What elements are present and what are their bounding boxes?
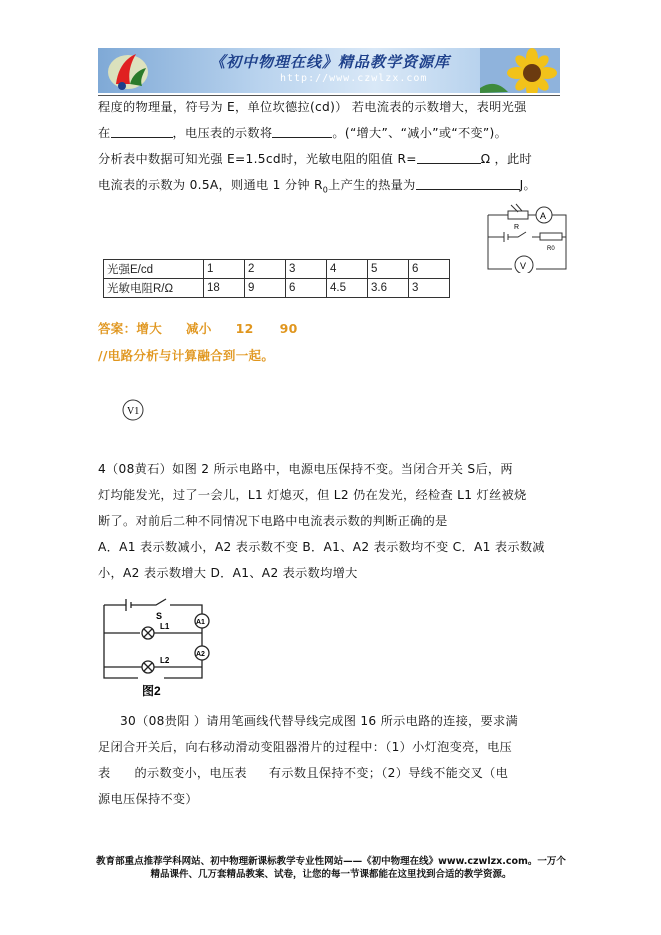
circuit-diagram-1 — [476, 199, 576, 273]
resistor-r0-label: R0 — [547, 246, 555, 252]
ammeter-a2-label: A2 — [196, 651, 205, 658]
q3-line-3: 表 的示数变小，电压表 有示数且保持不变；（2）导线不能交叉（电 — [98, 766, 509, 780]
q1-line-4: 电流表的示数为 0.5A，则通电 1 分钟 $R_0$上产生的热量为 J。 — [98, 178, 536, 195]
table-row — [104, 260, 450, 279]
banner-title: 《初中物理在线》精品教学资源库 — [210, 53, 451, 71]
figure-caption: 图2 — [142, 684, 161, 698]
sunflower-icon — [480, 48, 560, 93]
q3-line-4: 源电压保持不变） — [98, 792, 198, 806]
table-cell: 18 — [204, 279, 245, 298]
switch-label: S — [156, 611, 163, 621]
q2-option-line-2: 小，A2 表示数增大 D．A1、A2 表示数均增大 — [98, 566, 358, 580]
footer-line-1: 教育部重点推荐学科网站、初中物理新课标教学专业性网站——《初中物理在线》www.czwlzx.com。一万个 — [96, 856, 566, 867]
answer-blank-1[interactable] — [111, 125, 173, 138]
table-cell: 1 — [204, 260, 245, 279]
q2-line-3: 断了。对前后二种不同情况下电路中电流表示数的判断正确的是 — [98, 514, 448, 528]
footer-line-2: 精品课件、几万套精品教案、试卷，让您的每一节课都能在这里找到合适的教学资源。 — [150, 869, 512, 880]
table-cell: 3 — [286, 260, 327, 279]
answer-blank-3[interactable] — [417, 151, 481, 164]
header-banner — [98, 48, 560, 93]
table-row — [104, 279, 450, 298]
table-cell: 4 — [327, 260, 368, 279]
voltmeter-v1-icon — [120, 398, 146, 422]
table-cell: 6 — [286, 279, 327, 298]
q1-line-2: 在 ，电压表的示数将 。(“增大”、“减小”或“不变”)。 — [98, 126, 508, 140]
table-cell: 2 — [245, 260, 286, 279]
table-header-cell: 光敏电阻R/Ω — [104, 279, 204, 298]
ammeter-label: A — [540, 211, 547, 221]
answer-line: 答案：增大 减小 12 90 — [98, 321, 298, 336]
site-logo-icon — [100, 48, 160, 93]
table-cell: 3.6 — [368, 279, 409, 298]
header-rule — [98, 95, 560, 96]
q2-option-line-1: A．A1 表示数减小，A2 表示数不变 B．A1、A2 表示数均不变 C．A1 表示数减 — [98, 540, 545, 554]
ammeter-a1-label: A1 — [196, 619, 205, 626]
q3-line-1: 30（08贵阳 ）请用笔画线代替导线完成图 16 所示电路的连接，要求满 — [120, 714, 519, 728]
svg-text:V1: V1 — [127, 406, 140, 417]
table-cell: 9 — [245, 279, 286, 298]
banner-url[interactable]: http://www.czwlzx.com — [280, 73, 428, 84]
circuit-diagram-2 — [98, 593, 214, 699]
answer-blank-2[interactable] — [272, 125, 332, 138]
resistor-r-label: R — [514, 224, 520, 231]
lamp-l1-label: L1 — [160, 622, 170, 631]
q2-line-1: 4（08黄石）如图 2 所示电路中，电源电压保持不变。当闭合开关 S后，两 — [98, 462, 513, 476]
data-table — [103, 259, 450, 298]
q2-line-2: 灯均能发光，过了一会儿，L1 灯熄灭，但 L2 仍在发光，经检查 L1 灯丝被烧 — [98, 488, 527, 502]
table-header-cell: 光强E/cd — [104, 260, 204, 279]
table-cell: 6 — [409, 260, 450, 279]
answer-comment: //电路分析与计算融合到一起。 — [98, 348, 275, 363]
q1-line-1: 程度的物理量，符号为 E，单位坎德拉(cd)） 若电流表的示数增大，表明光强 — [98, 100, 527, 114]
table-cell: 3 — [409, 279, 450, 298]
lamp-l2-label: L2 — [160, 656, 170, 665]
q1-line-3: 分析表中数据可知光强 E=1.5cd时，光敏电阻的阻值 R= Ω ，此时 — [98, 152, 532, 166]
table-cell: 5 — [368, 260, 409, 279]
table-cell: 4.5 — [327, 279, 368, 298]
q3-line-2: 足闭合开关后，向右移动滑动变阻器滑片的过程中：（1）小灯泡变亮，电压 — [98, 740, 513, 754]
answer-blank-4[interactable] — [416, 177, 520, 190]
voltmeter-label: V — [520, 261, 527, 271]
